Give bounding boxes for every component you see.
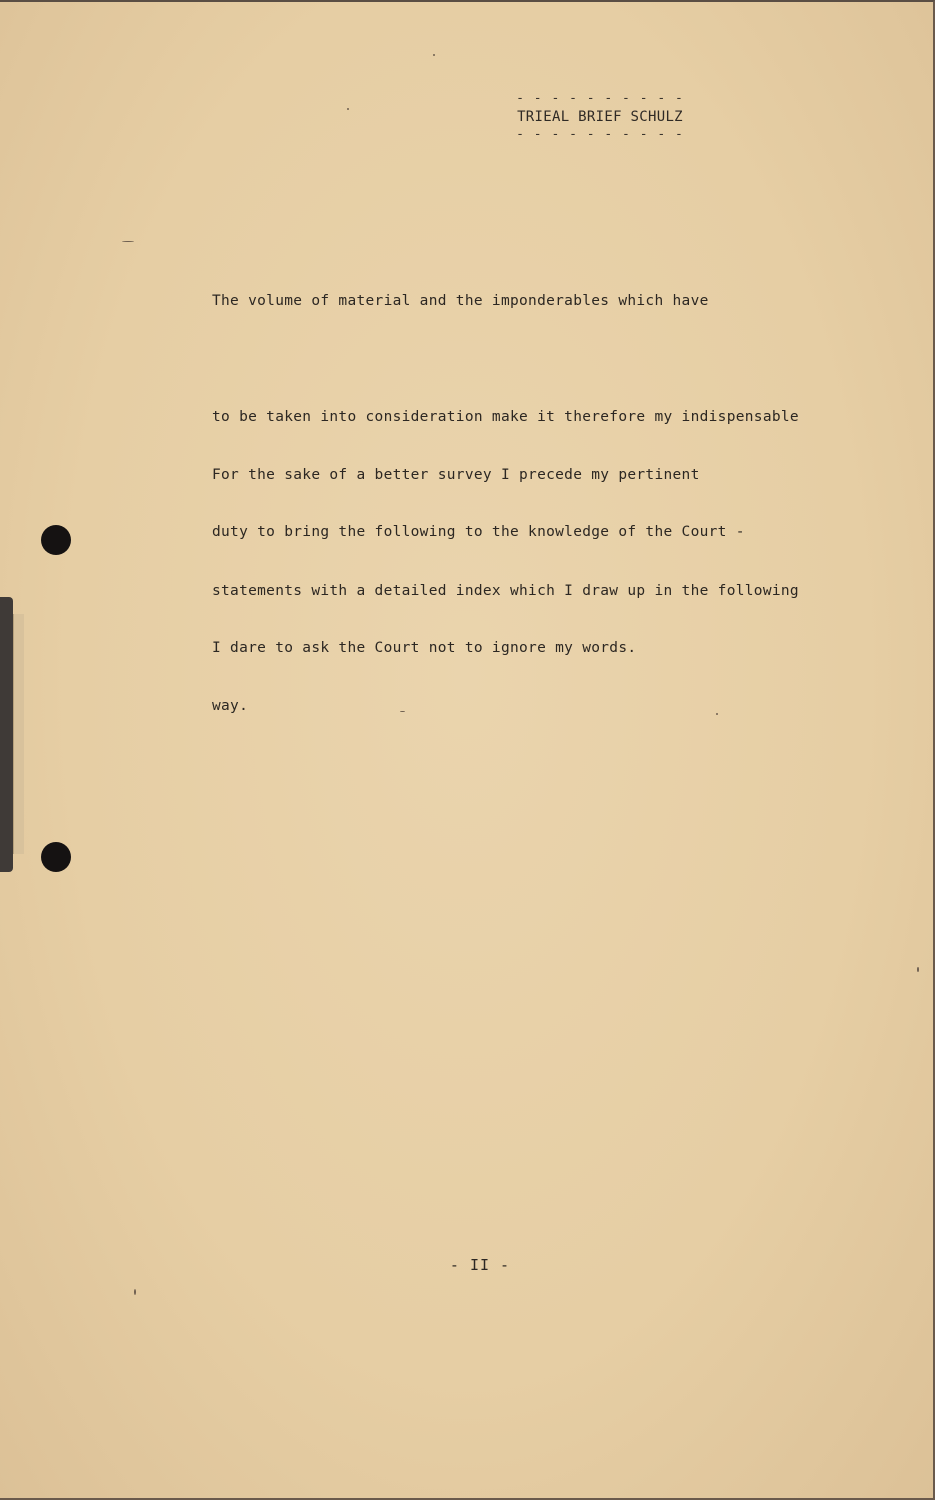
binding-edge (0, 597, 13, 872)
paragraph-line: The volume of material and the imponderables which have (212, 293, 709, 309)
page-number: - II - (449, 1256, 511, 1274)
punch-hole-bottom (41, 842, 71, 872)
paper-speck (347, 108, 349, 110)
paper-speck (134, 1289, 136, 1295)
header-title: TRIEAL BRIEF SCHULZ (517, 109, 683, 125)
header-rule-bottom: - - - - - - - - - - (516, 127, 684, 142)
paragraph-line: For the sake of a better survey I precede my pertinent (212, 467, 700, 483)
paragraph-2 (212, 379, 852, 803)
paragraph-line: I dare to ask the Court not to ignore my words. (212, 639, 637, 656)
paragraph-line: statements with a detailed index which I draw up in the following (212, 582, 799, 599)
header-rule-top: - - - - - - - - - - (516, 91, 684, 106)
paper-speck (917, 967, 919, 972)
punch-hole-top (41, 525, 71, 555)
document-header (500, 92, 700, 142)
paragraph-line: to be taken into consideration make it therefore my indispensable (212, 408, 799, 425)
paragraph-line: way. (212, 698, 249, 714)
paper-speck (433, 54, 435, 56)
paragraph-line: duty to bring the following to the knowledge of the Court - (212, 524, 745, 540)
paper-speck (716, 713, 718, 715)
binding-strip (13, 614, 24, 854)
paper-speck (400, 711, 405, 712)
paper-speck (122, 241, 134, 242)
